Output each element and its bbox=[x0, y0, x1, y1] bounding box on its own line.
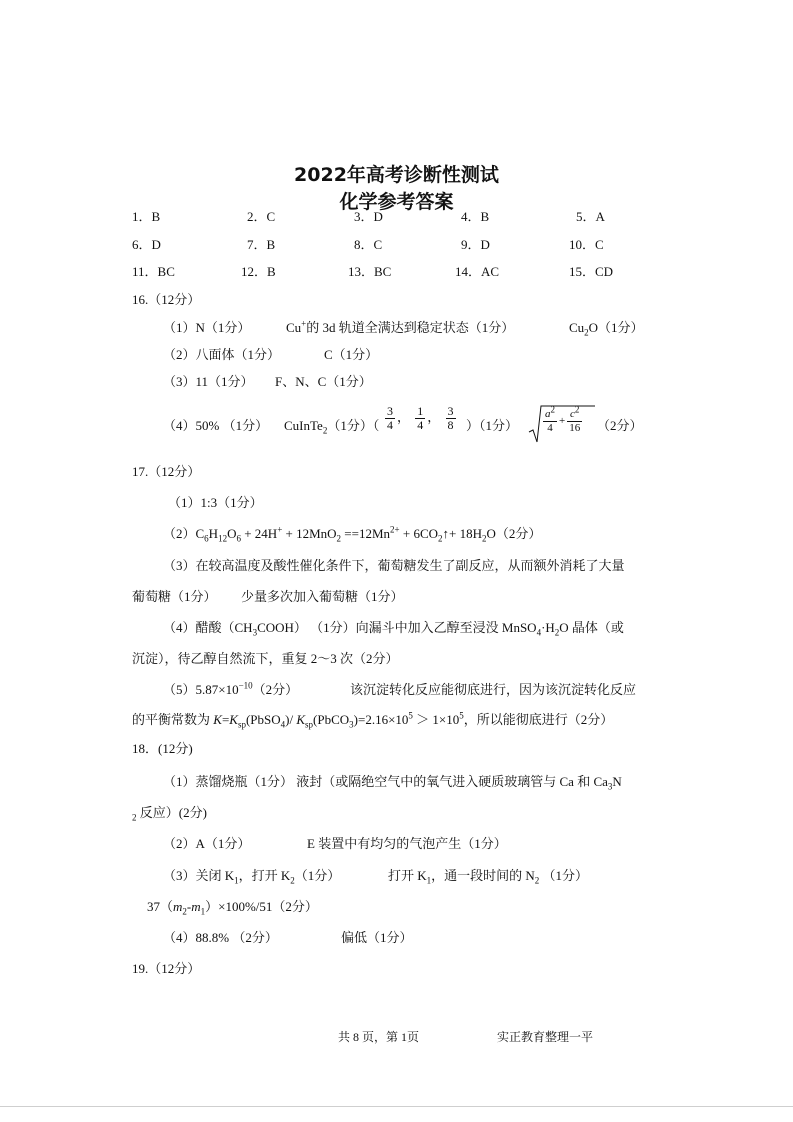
q16-line4-d: （2分） bbox=[597, 418, 643, 433]
q16-line4-b: CuInTe$_2$（1分）（ bbox=[284, 418, 380, 436]
mc-answer: 7．B bbox=[247, 237, 276, 252]
q16-line3-b: F、N、C（1分） bbox=[275, 374, 372, 389]
question-17-heading: 17.（12分） bbox=[132, 464, 201, 479]
q18-line2-b: E 装置中有均匀的气泡产生（1分） bbox=[307, 836, 507, 851]
q16-line1-a: （1）N（1分） bbox=[163, 320, 251, 335]
page-subtitle: 化学参考答案 bbox=[339, 191, 454, 213]
mc-answer: 2．C bbox=[247, 209, 276, 224]
q18-line3c: $37(m_2-m_1)\times 100\%/51(2$分） bbox=[147, 899, 318, 917]
question-18-heading: 18．(12分) bbox=[132, 741, 193, 756]
q17-line2-equation: $(2)C_6H_{12}O_6 + 24H^+ + 12MnO_2 ==12Mn^{2+}$ + $6CO_2↑+ 18H_2O(2$分） bbox=[163, 524, 542, 544]
fraction: $\frac{3}{4}$ bbox=[387, 404, 393, 432]
q17-line3b-b: 少量多次加入葡萄糖（1分） bbox=[241, 589, 404, 604]
q16-line2-a: （2）八面体（1分） bbox=[163, 347, 281, 362]
q16-line4-c: ）（1分） bbox=[466, 418, 519, 433]
mc-answer: 13．BC bbox=[348, 264, 392, 279]
q16-line2-b: C（1分） bbox=[324, 347, 379, 362]
page-number: 共 8 页，第 1页 bbox=[338, 1030, 420, 1044]
mc-answer: 8．C bbox=[354, 237, 383, 252]
mc-answer: 9．D bbox=[461, 237, 490, 252]
coordinate-fractions: $\frac{3}{4}$ ， $\frac{1}{4}$ ， $\frac{3}{8}$ bbox=[387, 404, 454, 432]
mc-answer: 4．B bbox=[461, 209, 490, 224]
fraction: $\frac{c^2}{16}$ bbox=[569, 404, 581, 434]
q17-line5b: 的平衡常数为 $K=K_{sp}(PbSO_4)/$ $K_{sp}(PbCO_3)=2.16\times 10^5 > 1\times 10^5$，所以能彻底进行（2分） bbox=[132, 710, 614, 730]
q16-line1-c: $Cu_2O(1$分） bbox=[569, 320, 644, 338]
fraction: $\frac{a^2}{4}$ bbox=[545, 404, 555, 434]
mc-answer: 11．BC bbox=[132, 264, 175, 279]
mc-answer: 14．AC bbox=[455, 264, 500, 279]
q16-line1-b: Cu+的 3d 轨道全满达到稳定状态（1分） bbox=[286, 318, 515, 335]
fraction: $\frac{1}{4}$ bbox=[417, 404, 424, 432]
q17-line1: （1）1:3（1分） bbox=[168, 495, 263, 510]
bottom-divider bbox=[0, 1106, 793, 1107]
q17-line4b: 沉淀），待乙醇自然流下，重复 2～3 次（2分） bbox=[132, 651, 399, 666]
q17-line3b-a: 葡萄糖（1分） bbox=[132, 589, 217, 604]
q18-line2-a: （2）A（1分） bbox=[163, 836, 251, 851]
mc-answer: 6．D bbox=[132, 237, 161, 252]
mc-answer: 1．B bbox=[132, 209, 161, 224]
q17-line5a-a: $(5)5.87\times 10^{-10}(2$分） bbox=[163, 680, 299, 697]
q16-line3-a: （3）11（1分） bbox=[163, 374, 254, 389]
q17-line4a: （4）醋酸$(CH_3COOH)$ （1分）向漏斗中加入乙醇至浸没 $MnSO_4\cdot H_2O$ 晶体（或 bbox=[163, 620, 624, 638]
mc-answer: 15．CD bbox=[569, 264, 614, 279]
sqrt-expression: $\frac{a^2}{4}$ + $\frac{c^2}{16}$ bbox=[527, 402, 597, 444]
q18-line3-b: 打开 $K_1$，通一段时间的 $N_2$ （1分） bbox=[388, 868, 589, 886]
q17-line5a-b: 该沉淀转化反应能彻底进行，因为该沉淀转化反应 bbox=[350, 682, 637, 697]
q18-line3-a: （3）关闭 $K_1$，打开 $K_2(1$分） bbox=[163, 868, 341, 886]
mc-answer: 3．D bbox=[354, 209, 383, 224]
page-title: 2022年高考诊断性测试 bbox=[294, 164, 499, 186]
mc-answer: 10．C bbox=[569, 237, 604, 252]
mc-answer: 5．A bbox=[576, 209, 605, 224]
question-19-heading: 19.（12分） bbox=[132, 961, 201, 976]
q17-line3a: （3）在较高温度及酸性催化条件下，葡萄糖发生了副反应，从而额外消耗了大量 bbox=[163, 558, 625, 573]
q18-line4-b: 偏低（1分） bbox=[341, 930, 413, 945]
q16-line4-a: （4）50% （1分） bbox=[163, 418, 269, 433]
mc-answer: 12．B bbox=[241, 264, 276, 279]
q18-line4-a: （4）88.8% （2分） bbox=[163, 930, 278, 945]
fraction: $\frac{3}{8}$ bbox=[447, 404, 454, 432]
footer-source: 实正教育整理一平 bbox=[497, 1030, 594, 1044]
question-16-heading: 16.（12分） bbox=[132, 292, 201, 307]
q18-line1a: （1）蒸馏烧瓶（1分） 液封（或隔绝空气中的氧气进入硬质玻璃管与 Ca 和 $Ca_3N$ bbox=[163, 774, 622, 792]
q18-line1b: $_2$ 反应）(2分) bbox=[132, 805, 207, 823]
